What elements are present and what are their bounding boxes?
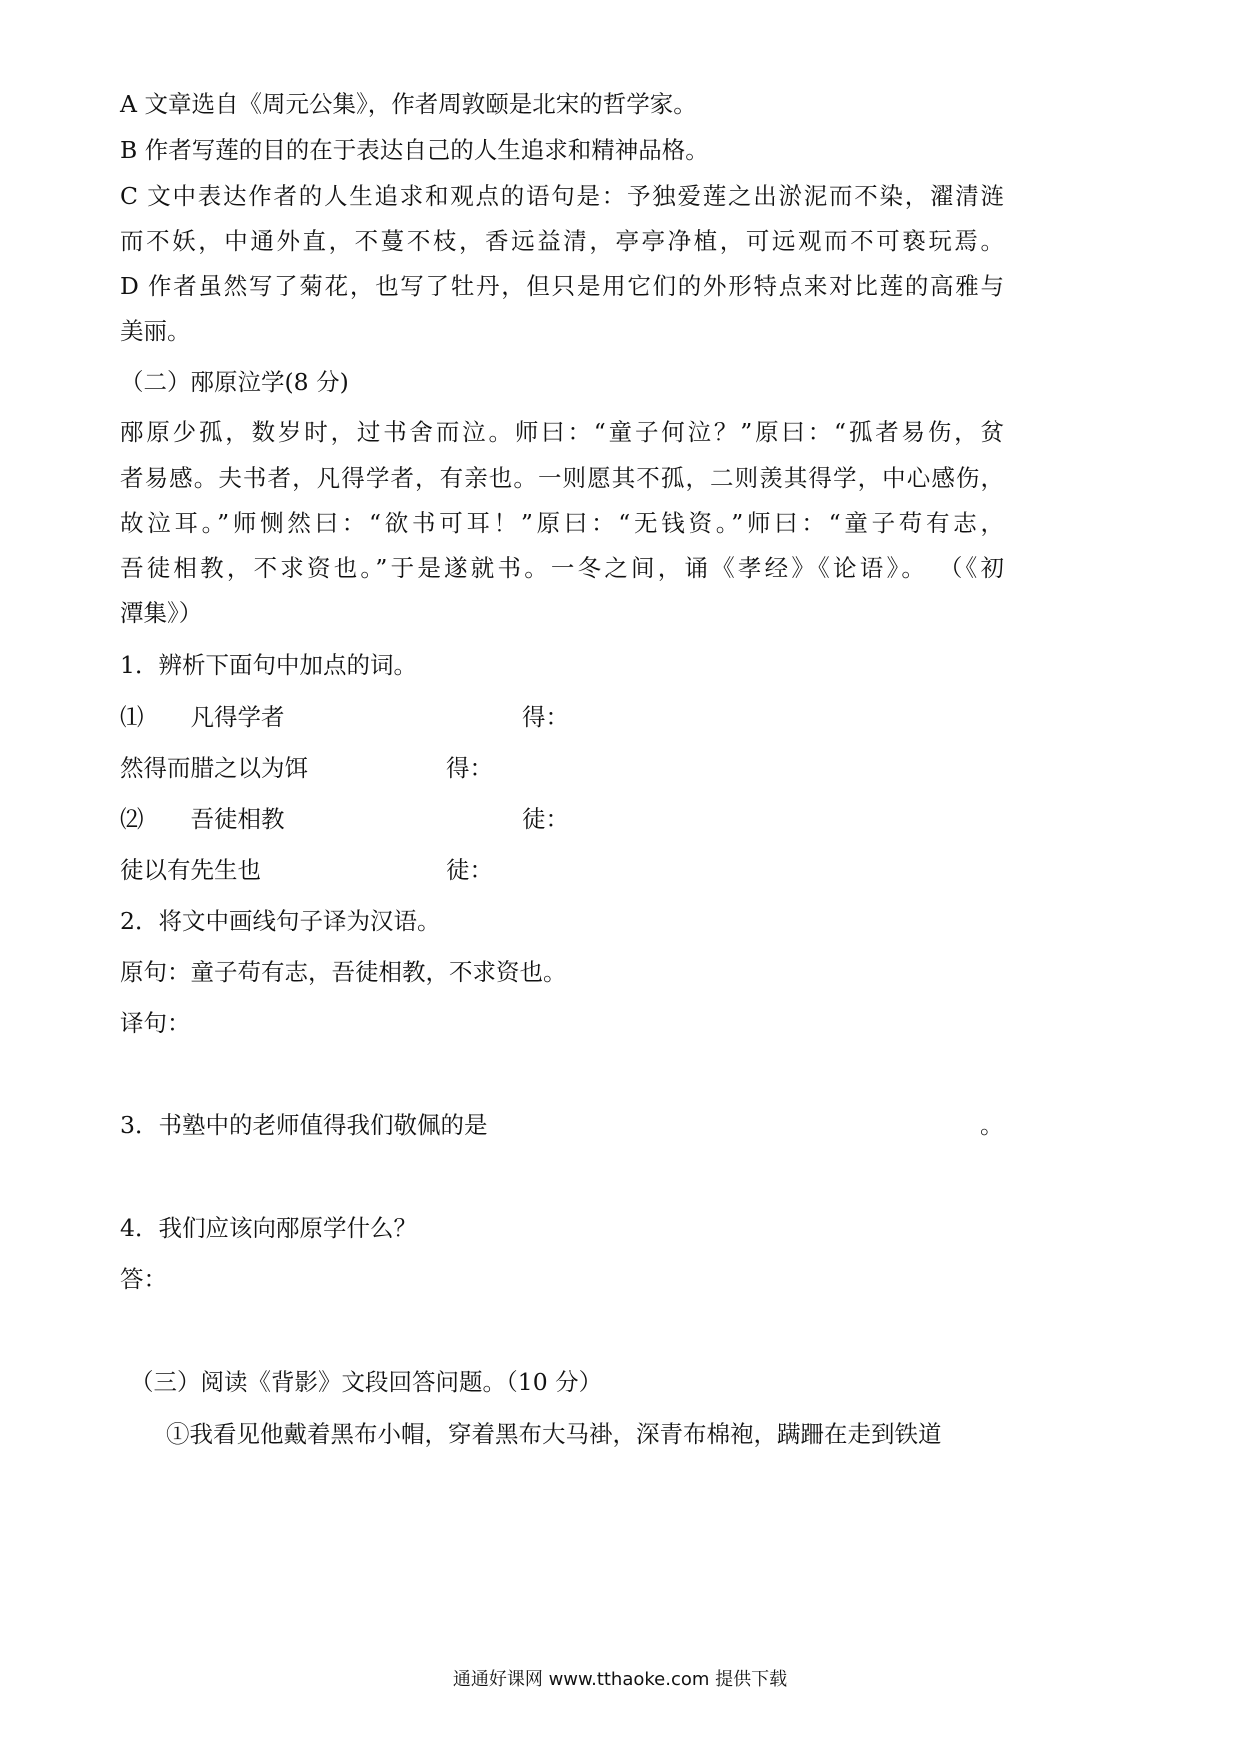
q1-item-1-phrase: ⑴ 凡得学者 [120,703,285,731]
q4-answer-label: 答： [120,1265,167,1293]
question-2: 2．将文中画线句子译为汉语。 [120,907,441,935]
question-3-end: 。 [980,1111,1004,1139]
question-3: 3．书塾中的老师值得我们敬佩的是 [120,1111,488,1139]
option-a: A 文章选自《周元公集》，作者周敦颐是北宋的哲学家。 [120,90,697,118]
q1-item-1b-answer: 得： [446,754,493,782]
q2-translation-label: 译句： [120,1009,191,1037]
q1-item-1b-phrase: 然得而腊之以为饵 [120,754,308,782]
option-c-line-1: C 文中表达作者的人生追求和观点的语句是：予独爱莲之出淤泥而不染，濯清涟 [120,182,1004,210]
option-b: B 作者写莲的目的在于表达自己的人生追求和精神品格。 [120,136,709,164]
q1-item-2b-answer: 徒： [446,856,493,884]
passage-line-3: 故泣耳。”师恻然曰：“欲书可耳！”原曰：“无钱资。”师曰：“童子苟有志， [120,509,1004,537]
section-heading-3: （三）阅读《背影》文段回答问题。（10 分） [130,1368,603,1396]
q1-item-2b-phrase: 徒以有先生也 [120,856,261,884]
passage-line-1: 邴原少孤，数岁时，过书舍而泣。师曰：“童子何泣？”原曰：“孤者易伤，贫 [120,418,1004,446]
q1-item-2-answer: 徒： [522,805,569,833]
section-heading-2: （二）邴原泣学(8 分) [120,368,349,396]
passage-line-4: 吾徒相教，不求资也。”于是遂就书。一冬之间，诵《孝经》《论语》。 （《初 [120,554,1004,582]
question-1: 1．辨析下面句中加点的词。 [120,651,417,679]
page-footer: 通通好课网 www.tthaoke.com 提供下载 [452,1669,788,1690]
question-4: 4．我们应该向邴原学什么？ [120,1214,417,1242]
passage-line-2: 者易感。夫书者，凡得学者，有亲也。一则愿其不孤，二则羡其得学，中心感伤， [120,464,1004,492]
option-d-line-1: D 作者虽然写了菊花，也写了牡丹，但只是用它们的外形特点来对比莲的高雅与 [120,272,1004,300]
q1-item-2-phrase: ⑵ 吾徒相教 [120,805,285,833]
passage-line-5: 潭集》） [120,599,203,627]
option-c-line-2: 而不妖，中通外直，不蔓不枝，香远益清，亭亭净植，可远观而不可亵玩焉。 [120,227,1004,255]
option-d-line-2: 美丽。 [120,317,191,345]
q1-item-1-answer: 得： [522,703,569,731]
q2-original-sentence: 原句：童子苟有志，吾徒相教，不求资也。 [120,958,567,986]
reading-para-1: ①我看见他戴着黑布小帽，穿着黑布大马褂，深青布棉袍，蹒跚在走到铁道 [166,1420,942,1448]
